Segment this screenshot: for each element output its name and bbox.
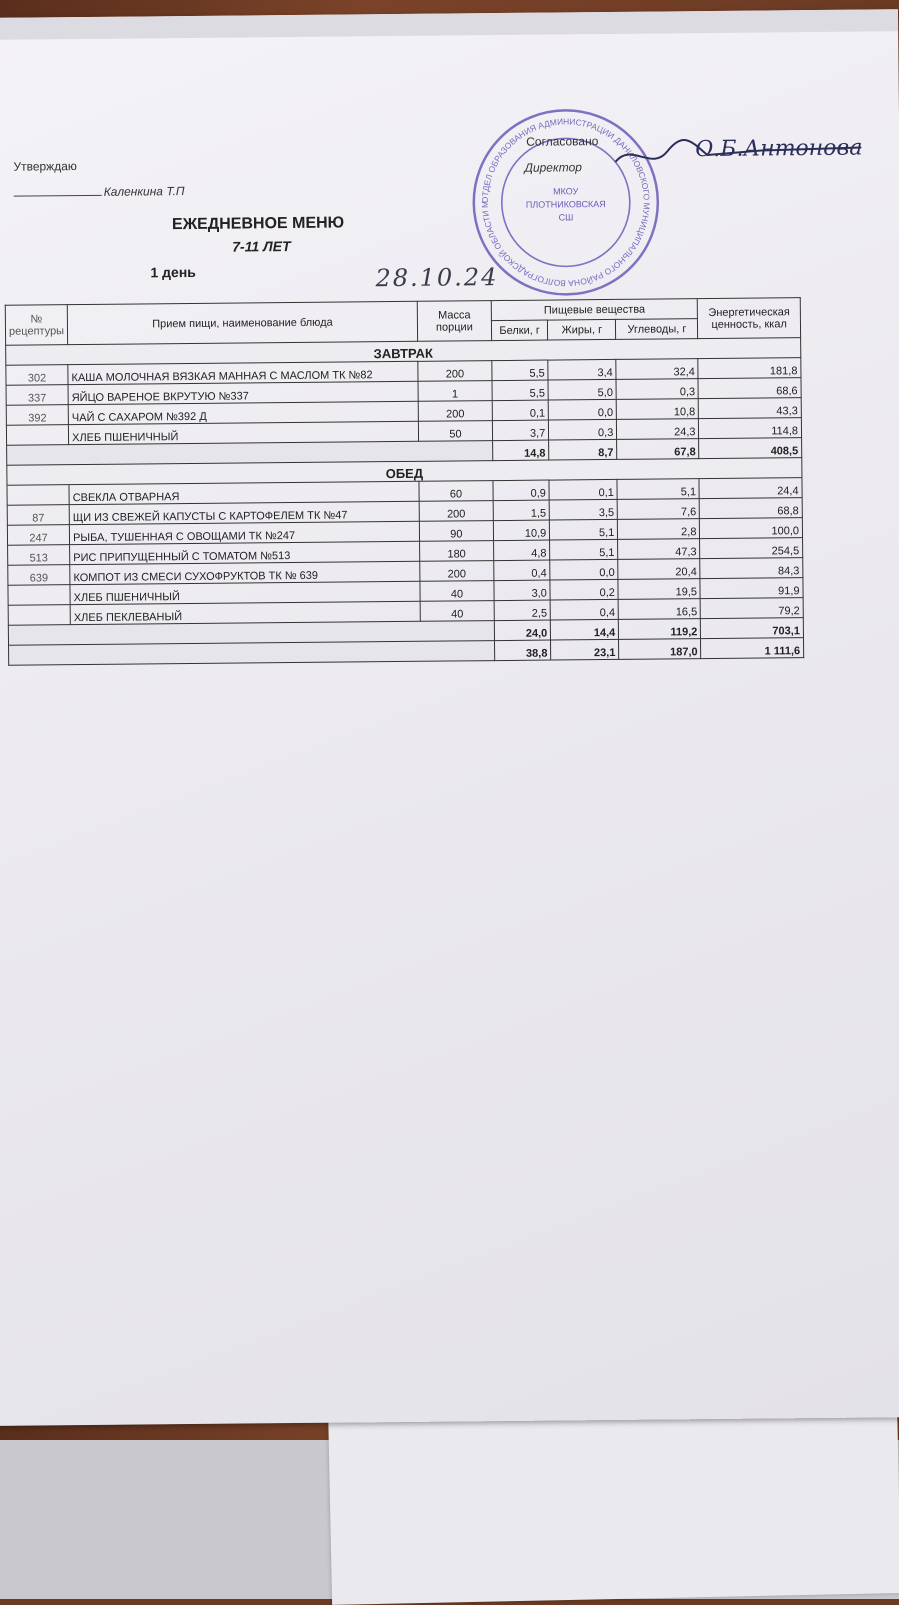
portion-mass: 40: [420, 601, 494, 622]
recipe-number: 87: [7, 505, 69, 526]
portion-mass: 50: [418, 421, 492, 442]
dish-name: ЧАЙ С САХАРОМ №392 Д: [68, 401, 418, 424]
header-protein: Белки, г: [491, 320, 548, 341]
total-protein: 14,8: [492, 440, 549, 461]
kcal-value: 79,2: [701, 598, 804, 619]
section-lunch: ОБЕД: [7, 458, 802, 486]
recipe-number: [6, 425, 68, 446]
fat-value: 5,1: [550, 539, 618, 560]
recipe-number: 513: [8, 545, 70, 566]
stamp-center-line-2: ПЛОТНИКОВСКАЯ: [525, 199, 606, 210]
approver-name: Каленкина Т.П: [103, 184, 185, 199]
recipe-number: [8, 585, 70, 606]
carbs-value: 0,3: [616, 379, 698, 400]
total-carbs: 119,2: [619, 619, 701, 640]
fat-value: 0,4: [550, 599, 618, 620]
carbs-value: 5,1: [617, 479, 699, 500]
protein-value: 4,8: [493, 540, 550, 561]
recipe-number: 392: [6, 405, 68, 426]
dish-name: РЫБА, ТУШЕННАЯ С ОВОЩАМИ ТК №247: [69, 521, 419, 544]
header-energy: Энергетическая ценность, ккал: [698, 298, 801, 339]
stamp-center-line-1: МКОУ: [553, 186, 579, 197]
document-title: ЕЖЕДНЕВНОЕ МЕНЮ: [171, 214, 345, 234]
portion-mass: 60: [419, 481, 493, 502]
carbs-value: 24,3: [617, 419, 699, 440]
recipe-number: [7, 485, 69, 506]
carbs-value: 10,8: [617, 399, 699, 420]
total-kcal: 703,1: [701, 618, 804, 639]
protein-value: 1,5: [493, 500, 550, 521]
fat-value: 0,1: [549, 479, 617, 500]
menu-day: 1 день: [150, 263, 196, 281]
portion-mass: 200: [420, 561, 494, 582]
total-kcal: 408,5: [699, 438, 802, 459]
recipe-number: 247: [7, 525, 69, 546]
stamp-center-line-3: СШ: [558, 212, 574, 223]
age-group: 7-11 ЛЕТ: [232, 238, 291, 255]
kcal-value: 100,0: [700, 518, 803, 539]
portion-mass: 1: [418, 381, 492, 402]
menu-document: [0, 9, 899, 1426]
recipe-number: [8, 605, 70, 626]
portion-mass: 200: [418, 401, 492, 422]
carbs-value: 20,4: [618, 559, 700, 580]
fat-value: 0,0: [550, 559, 618, 580]
kcal-value: 91,9: [700, 578, 803, 599]
protein-value: 5,5: [492, 380, 549, 401]
stamp-ring-text: ОТДЕЛ ОБРАЗОВАНИЯ АДМИНИСТРАЦИИ ДАНИЛОВСКОГО МУНИЦИПАЛЬНОГО РАЙОНА ВОЛГОГРАДСКОЙ ОБЛАСТИ МУНИЦИПАЛЬНОЕ: [479, 116, 652, 289]
carbs-value: 16,5: [618, 599, 700, 620]
total-fat: 14,4: [551, 619, 619, 640]
total-protein: 24,0: [494, 620, 551, 641]
portion-mass: 90: [419, 521, 493, 542]
fat-value: 0,3: [549, 419, 617, 440]
dish-name: СВЕКЛА ОТВАРНАЯ: [69, 481, 419, 504]
kcal-value: 68,8: [700, 498, 803, 519]
dish-name: ХЛЕБ ПШЕНИЧНЫЙ: [70, 581, 420, 604]
fat-value: 0,2: [550, 579, 618, 600]
handwritten-date: 28.10.24: [375, 263, 499, 293]
header-carbs: Углеводы, г: [616, 319, 698, 340]
fat-value: 5,1: [550, 519, 618, 540]
protein-value: 0,1: [492, 400, 549, 421]
kcal-value: 43,3: [699, 398, 802, 419]
grand-total-fat: 23,1: [551, 639, 619, 660]
dish-name: КАША МОЛОЧНАЯ ВЯЗКАЯ МАННАЯ С МАСЛОМ ТК №82: [68, 361, 418, 384]
approver-line: [14, 184, 185, 200]
dish-name: ЩИ ИЗ СВЕЖЕЙ КАПУСТЫ С КАРТОФЕЛЕМ ТК №47: [69, 501, 419, 524]
header-portion-mass: Масса порции: [417, 301, 491, 342]
portion-mass: 40: [420, 581, 494, 602]
kcal-value: 114,8: [699, 418, 802, 439]
agreed-label: Согласовано: [526, 134, 599, 149]
kcal-value: 84,3: [700, 558, 803, 579]
carbs-value: 47,3: [618, 539, 700, 560]
header-dish-name: Прием пищи, наименование блюда: [67, 301, 417, 344]
header-fat: Жиры, г: [548, 319, 616, 340]
kcal-value: 181,8: [698, 358, 801, 379]
section-breakfast: ЗАВТРАК: [6, 338, 801, 366]
menu-table: [5, 297, 804, 666]
carbs-value: 32,4: [616, 359, 698, 380]
dish-name: РИС ПРИПУЩЕННЫЙ С ТОМАТОМ №513: [70, 541, 420, 564]
dish-name: ЯЙЦО ВАРЕНОЕ ВКРУТУЮ №337: [68, 381, 418, 404]
protein-value: 3,0: [494, 580, 551, 601]
dish-name: ХЛЕБ ПШЕНИЧНЫЙ: [68, 421, 418, 444]
kcal-value: 24,4: [699, 478, 802, 499]
carbs-value: 19,5: [618, 579, 700, 600]
recipe-number: 302: [6, 365, 68, 386]
fat-value: 3,4: [548, 359, 616, 380]
protein-value: 2,5: [494, 600, 551, 621]
header-nutrients: Пищевые вещества: [491, 299, 698, 321]
protein-value: 3,7: [492, 420, 549, 441]
grand-total-carbs: 187,0: [619, 639, 701, 660]
carbs-value: 7,6: [617, 499, 699, 520]
signature-text: О.Б.Антонова: [695, 135, 863, 163]
dish-name: ХЛЕБ ПЕКЛЕВАНЫЙ: [70, 601, 420, 624]
signature-blank: [14, 195, 102, 197]
protein-value: 0,9: [493, 480, 550, 501]
grand-total-protein: 38,8: [494, 640, 551, 661]
grand-total-kcal: 1 111,6: [701, 638, 804, 659]
portion-mass: 200: [419, 501, 493, 522]
protein-value: 10,9: [493, 520, 550, 541]
portion-mass: 180: [420, 541, 494, 562]
recipe-number: 337: [6, 385, 68, 406]
total-fat: 8,7: [549, 439, 617, 460]
protein-value: 5,5: [492, 360, 549, 381]
fat-value: 5,0: [548, 379, 616, 400]
recipe-number: 639: [8, 565, 70, 586]
fat-value: 0,0: [549, 399, 617, 420]
kcal-value: 254,5: [700, 538, 803, 559]
carbs-value: 2,8: [618, 519, 700, 540]
approve-label: Утверждаю: [13, 159, 77, 174]
fat-value: 3,5: [549, 499, 617, 520]
underlying-paper: [328, 1394, 899, 1605]
header-recipe-number: № рецептуры: [5, 305, 67, 346]
director-label: Директор: [524, 160, 583, 175]
dish-name: КОМПОТ ИЗ СМЕСИ СУХОФРУКТОВ ТК № 639: [70, 561, 420, 584]
kcal-value: 68,6: [698, 378, 801, 399]
total-spacer: [9, 641, 495, 666]
protein-value: 0,4: [494, 560, 551, 581]
portion-mass: 200: [418, 361, 492, 382]
total-carbs: 67,8: [617, 439, 699, 460]
